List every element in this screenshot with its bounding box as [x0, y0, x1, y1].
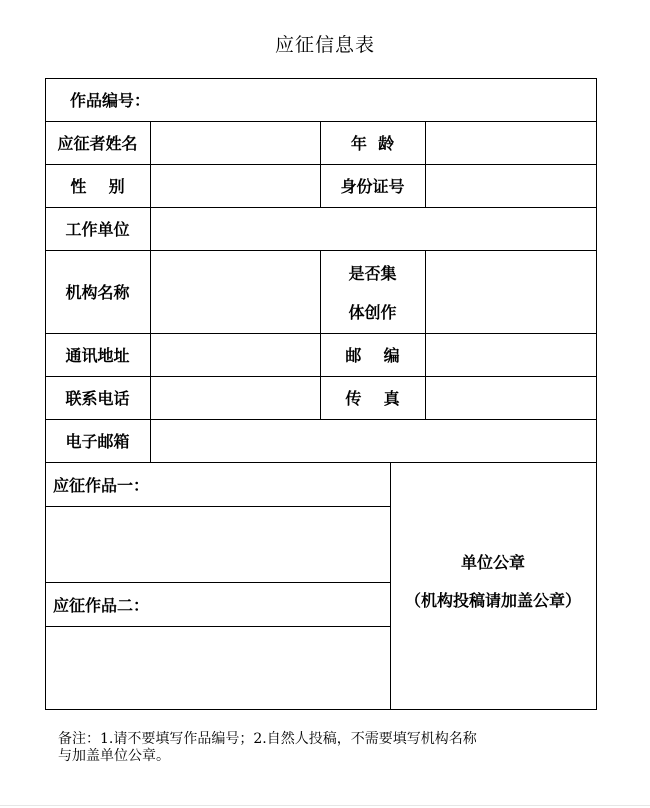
email-field[interactable]: [151, 420, 596, 462]
address-label: 通讯地址: [65, 346, 130, 365]
work-number-field[interactable]: [155, 79, 595, 120]
work-unit-field[interactable]: [151, 208, 596, 250]
collective-label-line2: 体创作: [348, 302, 397, 322]
fax-label: 传 真: [345, 389, 400, 408]
application-form-table: [45, 78, 597, 710]
gender-label: 性 别: [70, 177, 125, 196]
age-label: 年 龄: [350, 134, 395, 153]
footnote-line1: 备注：1.请不要填写作品编号；2.自然人投稿，不需要填写机构名称: [58, 731, 477, 747]
collective-field[interactable]: [426, 251, 596, 333]
id-number-label: 身份证号: [340, 177, 405, 196]
footnote: [58, 731, 598, 765]
seal-title: 单位公章: [460, 553, 525, 572]
applicant-name-label: 应征者姓名: [57, 134, 138, 153]
age-field[interactable]: [426, 122, 596, 164]
org-name-field[interactable]: [151, 251, 320, 333]
address-field[interactable]: [151, 334, 320, 376]
gender-field[interactable]: [151, 165, 320, 207]
footnote-line2: 与加盖单位公章。: [58, 748, 170, 764]
postcode-field[interactable]: [426, 334, 596, 376]
work-unit-label: 工作单位: [65, 220, 130, 239]
applicant-name-field[interactable]: [151, 122, 320, 164]
postcode-label: 邮 编: [345, 346, 400, 365]
work-one-field[interactable]: [46, 507, 390, 582]
id-number-field[interactable]: [426, 165, 596, 207]
phone-field[interactable]: [151, 377, 320, 419]
page-bottom-divider: [0, 805, 650, 806]
collective-label-line1: 是否集: [348, 263, 397, 283]
phone-label: 联系电话: [65, 389, 130, 408]
work-one-label: 应征作品一：: [53, 475, 150, 495]
work-two-field[interactable]: [46, 627, 390, 708]
org-name-label: 机构名称: [65, 283, 130, 302]
work-two-label: 应征作品二：: [53, 595, 150, 615]
seal-instruction: （机构投稿请加盖公章）: [404, 591, 581, 610]
page-title: 应征信息表: [274, 34, 375, 56]
seal-area: [390, 462, 596, 620]
email-label: 电子邮箱: [65, 432, 130, 451]
fax-field[interactable]: [426, 377, 596, 419]
work-number-label: 作品编号：: [70, 91, 151, 110]
